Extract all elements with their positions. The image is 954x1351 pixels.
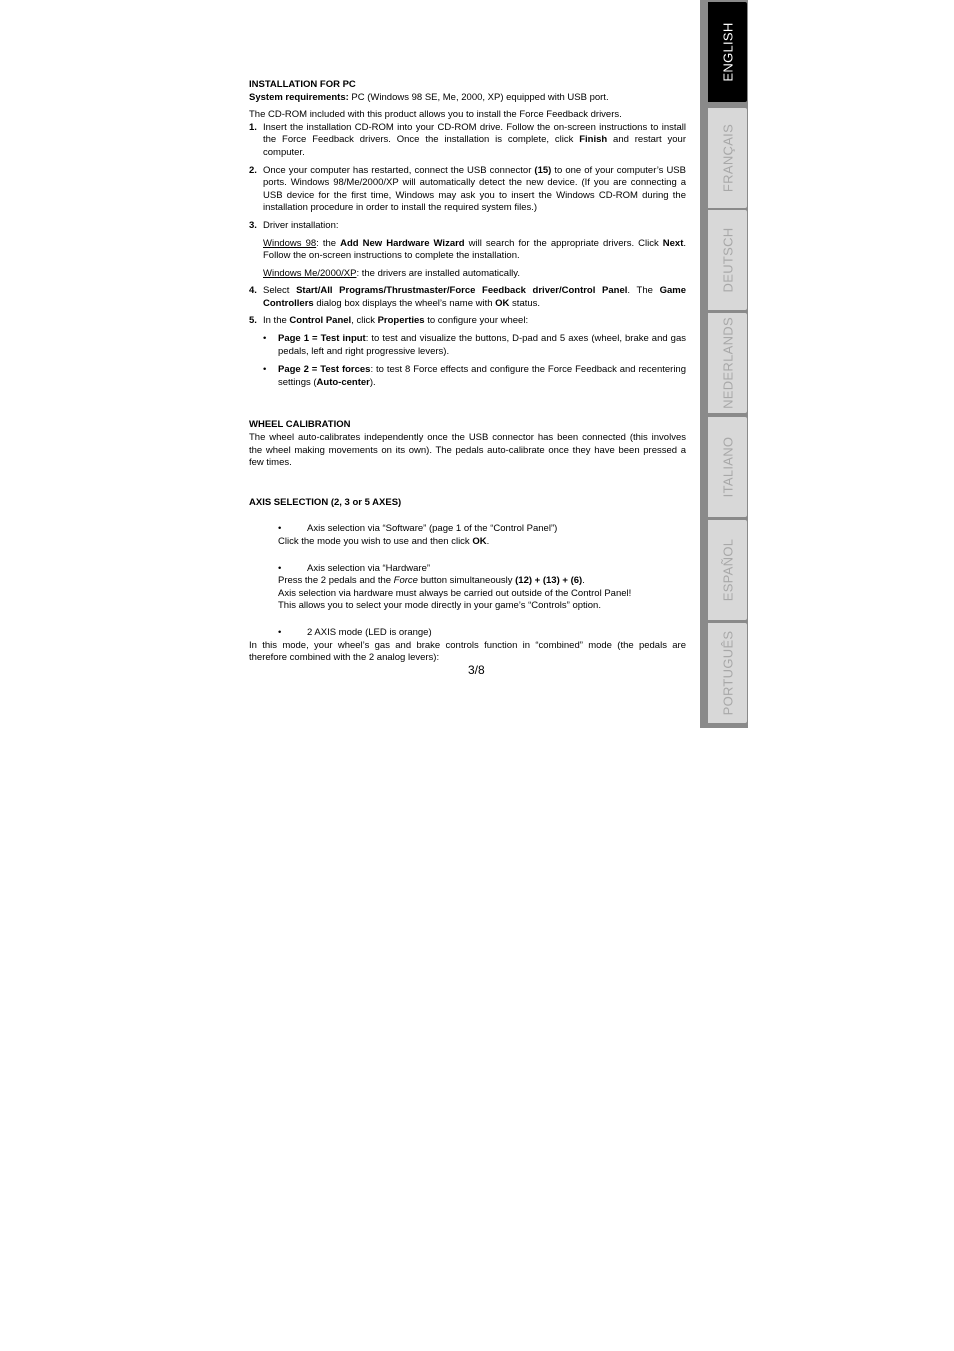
install-intro: The CD-ROM included with this product allows you to install the Force Feedback drivers. — [249, 109, 622, 121]
tab-portugues[interactable]: PORTUGUÊS — [708, 623, 747, 723]
windows-me-note: Windows Me/2000/XP: the drivers are installed automatically. — [263, 267, 520, 279]
language-tab-bar — [700, 0, 748, 728]
step-4: 4. Select Start/All Programs/Thrustmaster/Force Feedback driver/Control Panel. The Game Controllers dialog box displays the wheel’s name with OK status. — [249, 285, 686, 309]
windows-98-note: Windows 98: the Add New Hardware Wizard will search for the appropriate drivers. Click Next. Follow the on-screen instructions to complete the installation. — [263, 237, 687, 262]
section-title-axis: AXIS SELECTION (2, 3 or 5 AXES) — [249, 496, 402, 508]
step-3: 3. Driver installation: — [249, 219, 339, 231]
axis-2-mode-heading: • 2 AXIS mode (LED is orange) — [278, 627, 432, 638]
step-2: 2. Once your computer has restarted, connect the USB connector (15) to one of your computer’s USB ports. Windows 98/Me/2000/XP will automatically detect the new device. (If you are connecting a USB device for the first time, Windows may ask you to insert the Windows CD-ROM during the installation procedure in order to install the required system files.) — [249, 164, 686, 214]
bullet-test-input: • Page 1 = Test input: to test and visualize the buttons, D-pad and 5 axes (wheel, brake and gas pedals, left and right progressive levers). — [263, 333, 686, 357]
tab-english[interactable]: ENGLISH — [708, 2, 747, 102]
step-5: 5. In the Control Panel, click Properties to configure your wheel: — [249, 314, 529, 326]
section-title-installation: INSTALLATION FOR PC — [249, 79, 356, 90]
document-body — [249, 79, 686, 665]
axis-software: • Axis selection via “Software” (page 1 of the “Control Panel”) Click the mode you wish to use and then click OK. — [278, 523, 558, 548]
tab-espanol[interactable]: ESPAÑOL — [708, 520, 747, 620]
page-number: 3/8 — [468, 663, 485, 677]
tab-francais[interactable]: FRANÇAIS — [708, 108, 747, 208]
axis-2-mode-text: In this mode, your wheel’s gas and brake controls function in “combined” mode (the pedals are therefore combined with the 2 analog levers): — [249, 639, 686, 664]
tab-deutsch[interactable]: DEUTSCH — [708, 210, 747, 310]
tab-italiano[interactable]: ITALIANO — [708, 417, 747, 517]
step-1: 1. Insert the installation CD-ROM into your CD-ROM drive. Follow the on-screen instructions to install the Force Feedback drivers. Once the installation is complete, click Finish and restart your computer. — [249, 121, 686, 158]
system-requirements: System requirements: PC (Windows 98 SE, Me, 2000, XP) equipped with USB port. — [249, 91, 609, 103]
bullet-test-forces: • Page 2 = Test forces: to test 8 Force effects and configure the Force Feedback and recentering settings (Auto-center). — [263, 364, 686, 388]
section-title-calibration: WHEEL CALIBRATION — [249, 419, 351, 431]
tab-nederlands[interactable]: NEDERLANDS — [708, 313, 747, 413]
calibration-text: The wheel auto-calibrates independently once the USB connector has been connected (this involves the wheel making movements on its own). The pedals auto-calibrate once they have been pressed a few times. — [249, 432, 686, 469]
axis-hardware: • Axis selection via “Hardware” Press the 2 pedals and the Force button simultaneously (12) + (13) + (6). Axis selection via hardware must always be carried out outside of the Control Panel! This allows you to select your mode directly in your game’s “Controls” option. — [278, 562, 632, 612]
